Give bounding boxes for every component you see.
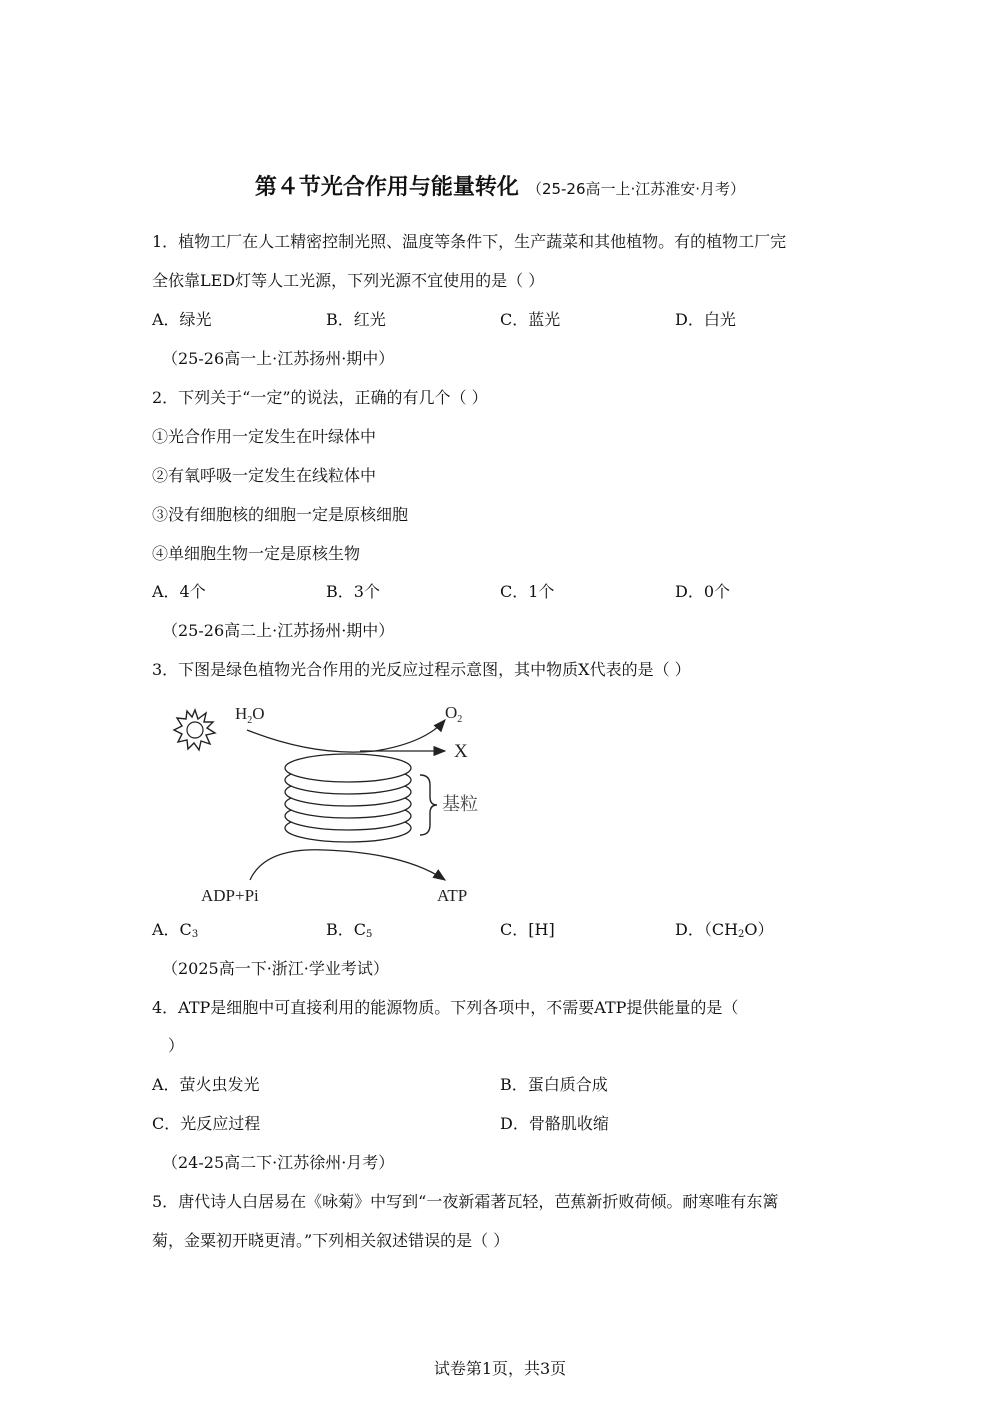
title-text: 第４节光合作用与能量转化 [254,175,519,200]
light-reaction-diagram [165,695,495,910]
q4-option-a: A．萤火虫发光 [152,1075,260,1094]
q2-statement-2: ②有氧呼吸一定发生在线粒体中 [152,466,377,485]
q3-option-a: A．$C_3$ [152,920,199,940]
title-source: （25-26高一上·江苏淮安·月考） [526,180,746,198]
q3-source: （25-26高二上·江苏扬州·期中） [162,621,395,640]
q1-stem-line2: 全依靠LED灯等人工光源，下列光源不宜使用的是（ ） [152,271,545,290]
sun-icon [174,710,215,750]
page-title [0,170,1000,201]
q2-statement-1: ①光合作用一定发生在叶绿体中 [152,427,377,446]
q2-source: （25-26高一上·江苏扬州·期中） [162,349,395,368]
adp-to-atp-arrow [250,850,445,880]
q2-stem: 2．下列关于“一定”的说法，正确的有几个（ ） [152,388,488,407]
x-label: X [454,741,468,762]
q3-option-b: B．$C_5$ [326,920,373,940]
grana-brace [420,775,437,835]
page-footer: 试卷第1页，共3页 [433,1359,567,1378]
q2-statement-4: ④单细胞生物一定是原核生物 [152,544,361,563]
q5-stem-line1: 5．唐代诗人白居易在《咏菊》中写到“一夜新霜著瓦轻，芭蕉新折败荷倾。耐寒唯有东篱 [152,1192,779,1211]
q4-option-c: C．光反应过程 [152,1114,261,1133]
q4-stem-line2: ） [168,1036,185,1055]
q4-option-b: B．蛋白质合成 [500,1075,608,1094]
q5-source: （24-25高二下·江苏徐州·月考） [162,1153,395,1172]
q4-stem-line1: 4．ATP是细胞中可直接利用的能源物质。下列各项中，不需要ATP提供能量的是（ [152,998,739,1017]
q4-source: （2025高一下·浙江·学业考试） [162,959,389,978]
grana-stack [285,754,411,842]
q5-stem-line2: 菊，金粟初开晓更清。”下列相关叙述错误的是（ ） [152,1231,510,1250]
q1-option-b: B．红光 [326,310,386,329]
q2-option-d: D．0个 [675,582,731,601]
q2-option-a: A．4个 [152,582,206,601]
q4-option-d: D．骨骼肌收缩 [500,1114,609,1133]
q3-option-d: D．$(CH_2O)$ [675,920,774,940]
q2-statement-3: ③没有细胞核的细胞一定是原核细胞 [152,505,409,524]
q2-option-c: C．1个 [500,582,555,601]
h2o-to-o2-arrow [247,720,445,752]
o2-label: $O_2$ [445,703,463,725]
q3-option-c: C．[H] [500,920,555,939]
q1-option-c: C．蓝光 [500,310,561,329]
q3-stem: 3．下图是绿色植物光合作用的光反应过程示意图，其中物质X代表的是（ ） [152,660,691,679]
q1-option-d: D．白光 [675,310,736,329]
q1-stem-line1: 1．植物工厂在人工精密控制光照、温度等条件下，生产蔬菜和其他植物。有的植物工厂完 [152,232,787,251]
atp-label: ATP [437,886,468,905]
adp-label: ADP+Pi [201,886,259,905]
h2o-label: $H_2O$ [235,704,265,726]
q2-option-b: B．3个 [326,582,380,601]
q1-option-a: A．绿光 [152,310,212,329]
grana-label: 基粒 [442,794,478,815]
